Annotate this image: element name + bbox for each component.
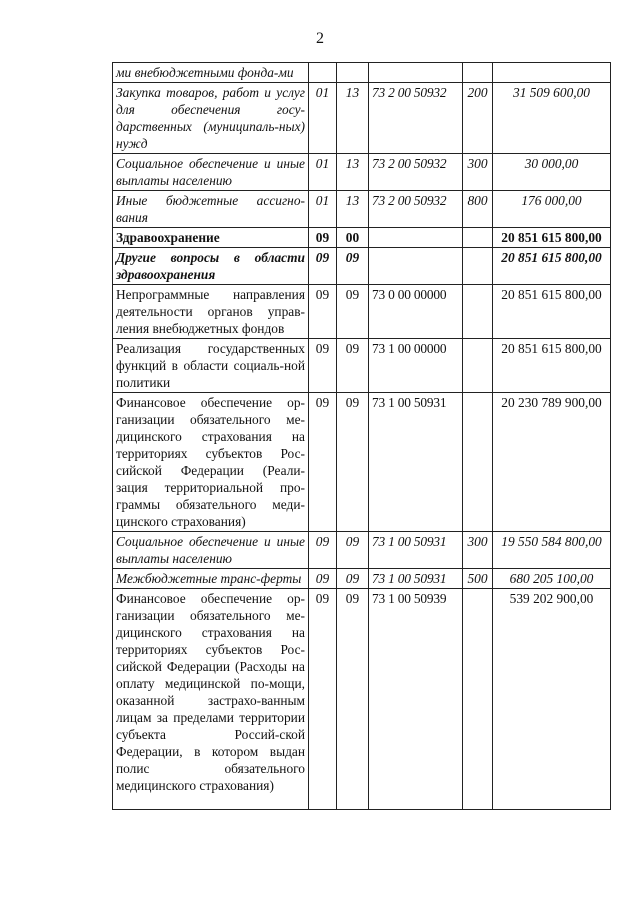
section-code-cell: 09 [309,569,337,589]
amount-cell: 30 000,00 [493,154,611,191]
expense-type-code-cell [463,63,493,83]
subsection-code-cell: 13 [337,154,369,191]
section-code-cell: 09 [309,393,337,532]
subsection-code-cell: 00 [337,228,369,248]
section-code-cell: 09 [309,228,337,248]
target-article-code-cell [369,248,463,285]
expense-type-code-cell [463,228,493,248]
amount-cell: 539 202 900,00 [493,589,611,810]
amount-cell: 20 851 615 800,00 [493,285,611,339]
expense-type-code-cell: 200 [463,83,493,154]
amount-cell [493,63,611,83]
table-row [113,532,611,569]
item-name-cell: Закупка товаров, работ и услуг для обеспечения госу-дарственных (муниципаль-ных) нужд [113,83,309,154]
expense-type-code-cell: 300 [463,532,493,569]
subsection-code-cell: 09 [337,339,369,393]
table-row [113,285,611,339]
target-article-code-cell: 73 2 00 50932 [369,154,463,191]
table-row [113,589,611,810]
section-code-cell: 09 [309,589,337,810]
target-article-code-cell [369,228,463,248]
amount-cell: 20 851 615 800,00 [493,339,611,393]
table-row [113,191,611,228]
amount-cell: 20 851 615 800,00 [493,228,611,248]
table-row [113,83,611,154]
amount-cell: 19 550 584 800,00 [493,532,611,569]
subsection-code-cell [337,63,369,83]
subsection-code-cell: 09 [337,285,369,339]
target-article-code-cell: 73 2 00 50932 [369,191,463,228]
subsection-code-cell: 09 [337,532,369,569]
section-code-cell: 01 [309,83,337,154]
amount-cell: 20 851 615 800,00 [493,248,611,285]
item-name-cell: Непрограммные направления деятельности органов управ-ления внебюджетных фондов [113,285,309,339]
item-name-cell: Социальное обеспечение и иные выплаты населению [113,154,309,191]
item-name-cell: Финансовое обеспечение ор-ганизации обязательного ме-дицинского страхования на территориях субъектов Рос-сийской Федерации (Реали-зация территориальной про-граммы обязательного меди-цинского страхования) [113,393,309,532]
target-article-code-cell: 73 1 00 50931 [369,393,463,532]
expense-type-code-cell [463,393,493,532]
table-row [113,339,611,393]
amount-cell: 680 205 100,00 [493,569,611,589]
item-name-cell: Финансовое обеспечение ор-ганизации обязательного ме-дицинского страхования на территориях субъектов Рос-сийской Федерации (Расходы на оплату медицинской по-мощи, оказанной застрахо-ванным лицам за пределами территории субъекта Россий-ской Федерации, в котором выдан полис обязательного медицинского страхования) [113,589,309,810]
budget-table [112,62,611,810]
table-row [113,63,611,83]
expense-type-code-cell: 300 [463,154,493,191]
page-number: 2 [316,30,324,47]
table-row [113,228,611,248]
expense-type-code-cell [463,589,493,810]
subsection-code-cell: 13 [337,191,369,228]
amount-cell: 20 230 789 900,00 [493,393,611,532]
target-article-code-cell: 73 1 00 50931 [369,569,463,589]
section-code-cell: 09 [309,532,337,569]
subsection-code-cell: 09 [337,248,369,285]
amount-cell: 176 000,00 [493,191,611,228]
expense-type-code-cell [463,285,493,339]
subsection-code-cell: 09 [337,589,369,810]
item-name-cell: Иные бюджетные ассигно-вания [113,191,309,228]
item-name-cell: Здравоохранение [113,228,309,248]
target-article-code-cell: 73 0 00 00000 [369,285,463,339]
subsection-code-cell: 09 [337,393,369,532]
item-name-cell: ми внебюджетными фонда-ми [113,63,309,83]
section-code-cell [309,63,337,83]
table-row [113,154,611,191]
item-name-cell: Межбюджетные транс-ферты [113,569,309,589]
subsection-code-cell: 09 [337,569,369,589]
item-name-cell: Социальное обеспечение и иные выплаты населению [113,532,309,569]
table-row [113,248,611,285]
section-code-cell: 09 [309,285,337,339]
target-article-code-cell: 73 1 00 00000 [369,339,463,393]
expense-type-code-cell: 800 [463,191,493,228]
section-code-cell: 09 [309,339,337,393]
section-code-cell: 01 [309,154,337,191]
expense-type-code-cell [463,248,493,285]
section-code-cell: 01 [309,191,337,228]
table-row [113,569,611,589]
section-code-cell: 09 [309,248,337,285]
target-article-code-cell: 73 2 00 50932 [369,83,463,154]
target-article-code-cell [369,63,463,83]
subsection-code-cell: 13 [337,83,369,154]
item-name-cell: Другие вопросы в области здравоохранения [113,248,309,285]
table-row [113,393,611,532]
amount-cell: 31 509 600,00 [493,83,611,154]
expense-type-code-cell: 500 [463,569,493,589]
budget-table-body [113,63,611,810]
expense-type-code-cell [463,339,493,393]
item-name-cell: Реализация государственных функций в области социаль-ной политики [113,339,309,393]
target-article-code-cell: 73 1 00 50931 [369,532,463,569]
target-article-code-cell: 73 1 00 50939 [369,589,463,810]
